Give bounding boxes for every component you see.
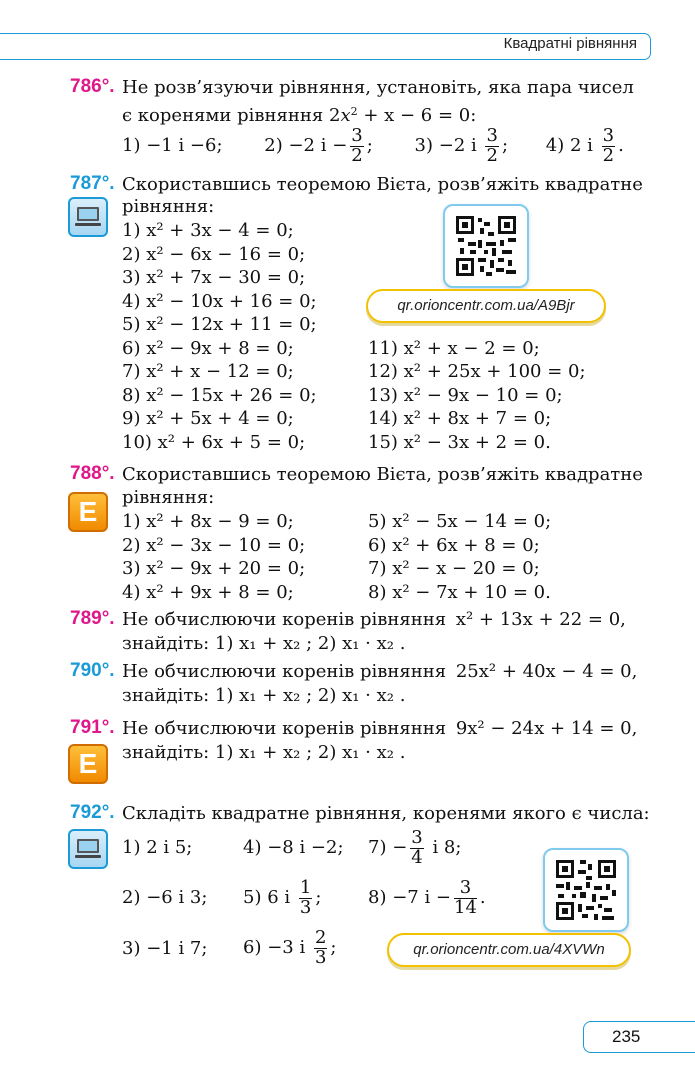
qr-code-787[interactable] bbox=[443, 204, 529, 288]
eq-787-11: 11) x² + x − 2 = 0; bbox=[368, 337, 540, 359]
exercise-789-number: 789°. bbox=[70, 608, 115, 629]
exercise-789-text-2: знайдіть: 1) x₁ + x₂ ; 2) x₁ · x₂ . bbox=[122, 633, 406, 654]
exercise-788-text-2: рівняння: bbox=[122, 487, 215, 508]
option-786-3: 3) −2 і $\frac{3}{2}$ ; bbox=[414, 124, 509, 166]
exercise-787-left-list bbox=[122, 219, 317, 454]
qr-link-787[interactable]: qr.orioncentr.com.ua/A9Bjr bbox=[366, 289, 606, 323]
exercise-790-number: 790°. bbox=[70, 660, 115, 681]
exercise-e-badge-icon: E bbox=[68, 492, 108, 532]
answer-792-4: 4) −8 і −2; bbox=[243, 837, 344, 858]
exercise-786-text-2: є коренями рівняння $2x^2 + x - 6 = 0$: bbox=[122, 105, 477, 126]
computer-icon-2 bbox=[68, 829, 108, 869]
answer-792-8: 8) −7 і − $\frac{3}{14}$ . bbox=[368, 876, 486, 918]
answer-792-1: 1) 2 і 5; bbox=[122, 837, 193, 858]
exercise-788-number: 788°. bbox=[70, 463, 115, 484]
eq-787-4: 4) x² − 10x + 16 = 0; bbox=[122, 290, 317, 312]
qr-link-792[interactable]: qr.orioncentr.com.ua/4XVWn bbox=[387, 933, 631, 967]
exercise-786-number: 786°. bbox=[70, 76, 115, 97]
eq-788-8: 8) x² − 7x + 10 = 0. bbox=[368, 581, 551, 603]
exercise-791-number: 791°. bbox=[70, 717, 115, 738]
option-786-4: 4) 2 і $\frac{3}{2}$ . bbox=[545, 124, 624, 166]
exercise-787-text-1: Скориставшись теоремою Вієта, розв’яжіть квадратне bbox=[122, 174, 643, 195]
option-786-2: 2) −2 і − $\frac{3}{2}$ ; bbox=[264, 124, 373, 166]
eq-787-5: 5) x² − 12x + 11 = 0; bbox=[122, 314, 317, 335]
answer-792-6: 6) −3 і $\frac{2}{3}$ ; bbox=[243, 926, 337, 968]
eq-787-15: 15) x² − 3x + 2 = 0. bbox=[368, 431, 551, 453]
answer-792-7: 7) − $\frac{3}{4}$ і 8; bbox=[368, 826, 462, 868]
eq-788-1: 1) x² + 8x − 9 = 0; bbox=[122, 511, 294, 532]
exercise-787-number: 787°. bbox=[70, 173, 115, 194]
exercise-790-text-1: Не обчислюючи коренів рівняння 25x² + 40x − 4 = 0, bbox=[122, 661, 638, 682]
eq-787-13: 13) x² − 9x − 10 = 0; bbox=[368, 384, 563, 406]
exercise-787-text-2: рівняння: bbox=[122, 196, 215, 217]
exercise-786-options bbox=[122, 124, 624, 168]
exercise-e-badge-icon-2: E bbox=[68, 744, 108, 784]
exercise-789-text-1: Не обчислюючи коренів рівняння x² + 13x + 22 = 0, bbox=[122, 609, 626, 630]
eq-787-9: 9) x² + 5x + 4 = 0; bbox=[122, 408, 294, 429]
exercise-786-text-1: Не розв’язуючи рівняння, установіть, яка пара чисел bbox=[122, 77, 634, 98]
exercise-787-right-list bbox=[368, 337, 586, 455]
computer-icon bbox=[68, 197, 108, 237]
eq-787-1: 1) x² + 3x − 4 = 0; bbox=[122, 220, 294, 241]
eq-788-3: 3) x² − 9x + 20 = 0; bbox=[122, 558, 306, 579]
answer-792-2: 2) −6 і 3; bbox=[122, 887, 208, 908]
eq-787-6: 6) x² − 9x + 8 = 0; bbox=[122, 337, 294, 359]
eq-788-2: 2) x² − 3x − 10 = 0; bbox=[122, 534, 306, 556]
eq-787-3: 3) x² + 7x − 30 = 0; bbox=[122, 267, 306, 288]
exercise-792-number: 792°. bbox=[70, 802, 115, 823]
eq-787-10: 10) x² + 6x + 5 = 0; bbox=[122, 431, 306, 453]
eq-788-6: 6) x² + 6x + 8 = 0; bbox=[368, 534, 540, 556]
exercise-788-right-list bbox=[368, 510, 551, 604]
eq-787-2: 2) x² − 6x − 16 = 0; bbox=[122, 243, 306, 265]
eq-788-7: 7) x² − x − 20 = 0; bbox=[368, 558, 540, 579]
exercise-791-text-2: знайдіть: 1) x₁ + x₂ ; 2) x₁ · x₂ . bbox=[122, 742, 406, 763]
eq-788-4: 4) x² + 9x + 8 = 0; bbox=[122, 581, 294, 603]
answer-792-5: 5) 6 і $\frac{1}{3}$ ; bbox=[243, 876, 322, 918]
answer-792-3: 3) −1 і 7; bbox=[122, 938, 208, 959]
eq-787-7: 7) x² + x − 12 = 0; bbox=[122, 361, 294, 382]
eq-787-14: 14) x² + 8x + 7 = 0; bbox=[368, 408, 552, 429]
qr-code-792[interactable] bbox=[543, 848, 629, 932]
eq-787-12: 12) x² + 25x + 100 = 0; bbox=[368, 361, 586, 382]
exercise-788-left-list bbox=[122, 510, 305, 604]
page-number: 235 bbox=[583, 1021, 695, 1053]
exercise-788-text-1: Скориставшись теоремою Вієта, розв’яжіть квадратне bbox=[122, 464, 643, 485]
exercise-792-text-1: Складіть квадратне рівняння, коренями якого є числа: bbox=[122, 803, 650, 824]
eq-788-5: 5) x² − 5x − 14 = 0; bbox=[368, 511, 552, 532]
eq-787-8: 8) x² − 15x + 26 = 0; bbox=[122, 384, 317, 406]
exercise-790-text-2: знайдіть: 1) x₁ + x₂ ; 2) x₁ · x₂ . bbox=[122, 685, 406, 706]
option-786-1: 1) −1 і −6; bbox=[122, 135, 223, 156]
header-title: Квадратні рівняння bbox=[503, 35, 637, 52]
exercise-791-text-1: Не обчислюючи коренів рівняння 9x² − 24x + 14 = 0, bbox=[122, 718, 638, 739]
